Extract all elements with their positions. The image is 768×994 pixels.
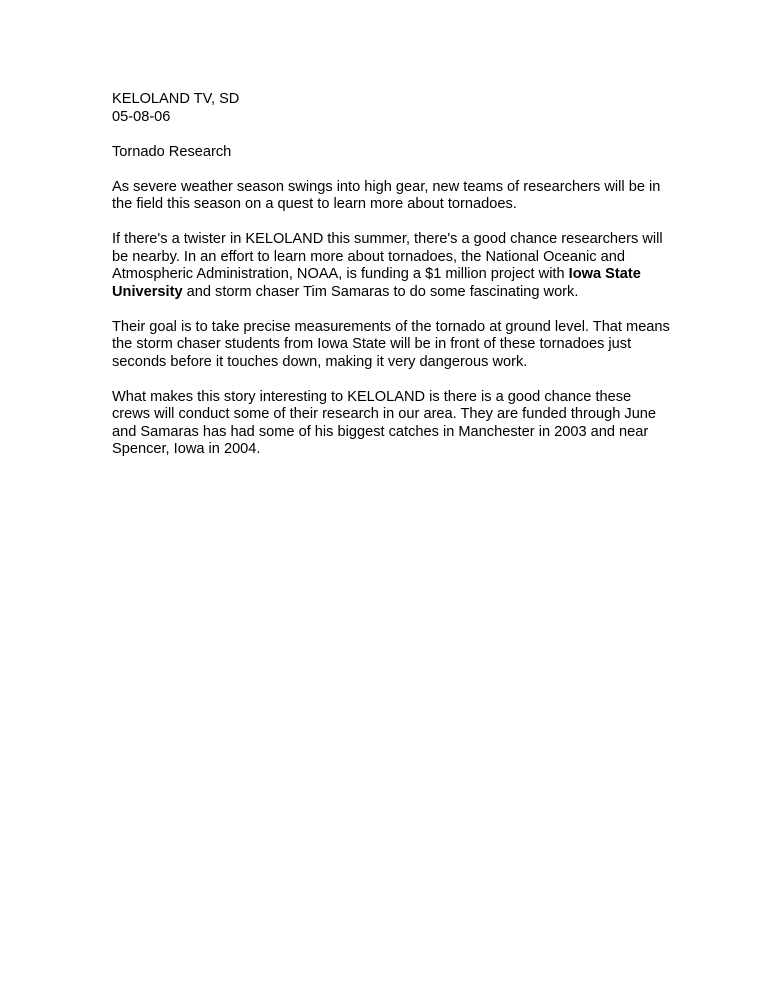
date-line: 05-08-06 bbox=[112, 108, 171, 125]
article-paragraph-2 bbox=[112, 231, 672, 301]
article-paragraph-1: As severe weather season swings into high gear, new teams of researchers will be in the field this season on a quest to learn more about tornadoes. bbox=[112, 178, 661, 212]
paragraph-2-text-end: and storm chaser Tim Samaras to do some fascinating work. bbox=[182, 283, 579, 300]
document-header bbox=[112, 91, 672, 126]
document-page bbox=[112, 91, 672, 476]
article-paragraph-3: Their goal is to take precise measurements of the tornado at ground level. That means the storm chaser students from Iowa State will be in front of these tornadoes just seconds before it touches down, making it very dangerous work. bbox=[112, 318, 670, 370]
university-name: Iowa State University bbox=[112, 266, 641, 300]
article-title: Tornado Research bbox=[112, 143, 232, 160]
station-line: KELOLAND TV, SD bbox=[112, 91, 240, 107]
article-paragraph-4: What makes this story interesting to KELOLAND is there is a good chance these crews will conduct some of their research in our area. They are funded through June and Samaras has had some of his biggest catches in Manchester in 2003 and near Spencer, Iowa in 2004. bbox=[112, 388, 657, 457]
paragraph-2-text-start: If there's a twister in KELOLAND this summer, there's a good chance researchers will be nearby. In an effort to learn more about tornadoes, the National Oceanic and Atmospheric Administration, NOAA, is funding a $1 million project with bbox=[112, 231, 663, 282]
